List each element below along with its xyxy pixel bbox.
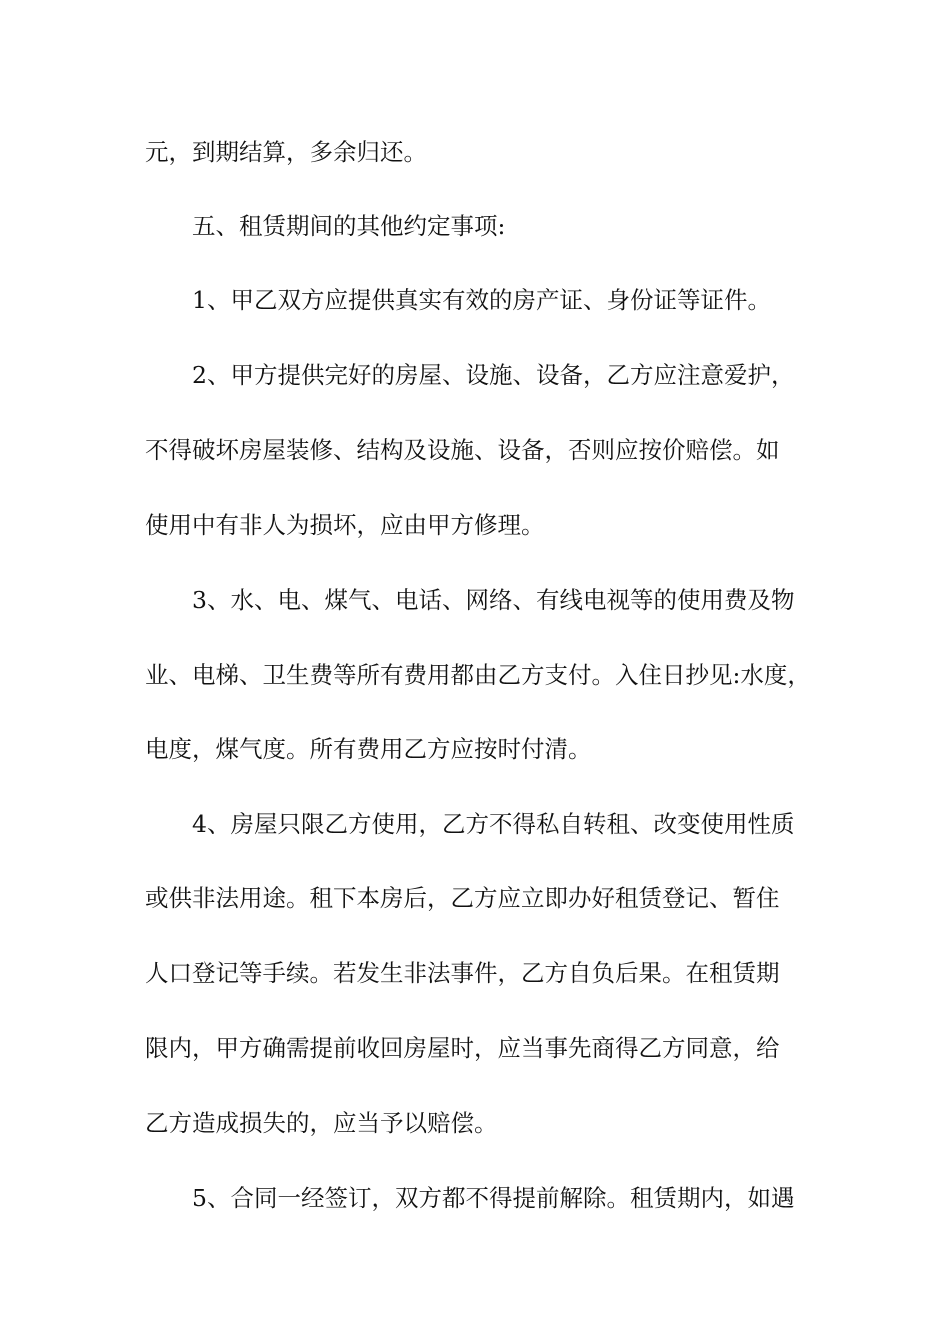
clause-3-line-3: 电度，煤气度。所有费用乙方应按时付清。 — [145, 735, 592, 763]
clause-4-line-2: 或供非法用途。租下本房后，乙方应立即办好租赁登记、暂住 — [145, 884, 780, 912]
clause-4-line-1: 4、房屋只限乙方使用，乙方不得私自转租、改变使用性质 — [192, 810, 795, 838]
clause-2-line-1: 2、甲方提供完好的房屋、设施、设备，乙方应注意爱护， — [192, 361, 795, 389]
text-line-1: 元，到期结算，多余归还。 — [145, 138, 427, 166]
clause-5-line-1: 5、合同一经签订，双方都不得提前解除。租赁期内，如遇 — [192, 1184, 795, 1212]
section-heading-5: 五、租赁期间的其他约定事项: — [192, 212, 506, 240]
clause-3-line-2: 业、电梯、卫生费等所有费用都由乙方支付。入住日抄见:水度， — [145, 661, 811, 689]
clause-3-line-1: 3、水、电、煤气、电话、网络、有线电视等的使用费及物 — [192, 586, 795, 614]
clause-4-line-4: 限内，甲方确需提前收回房屋时，应当事先商得乙方同意，给 — [145, 1034, 780, 1062]
clause-1-line-1: 1、甲乙双方应提供真实有效的房产证、身份证等证件。 — [192, 286, 771, 314]
clause-2-line-2: 不得破坏房屋装修、结构及设施、设备，否则应按价赔偿。如 — [145, 436, 780, 464]
clause-2-line-3: 使用中有非人为损坏，应由甲方修理。 — [145, 511, 545, 539]
clause-4-line-5: 乙方造成损失的，应当予以赔偿。 — [145, 1109, 498, 1137]
clause-4-line-3: 人口登记等手续。若发生非法事件，乙方自负后果。在租赁期 — [145, 959, 780, 987]
